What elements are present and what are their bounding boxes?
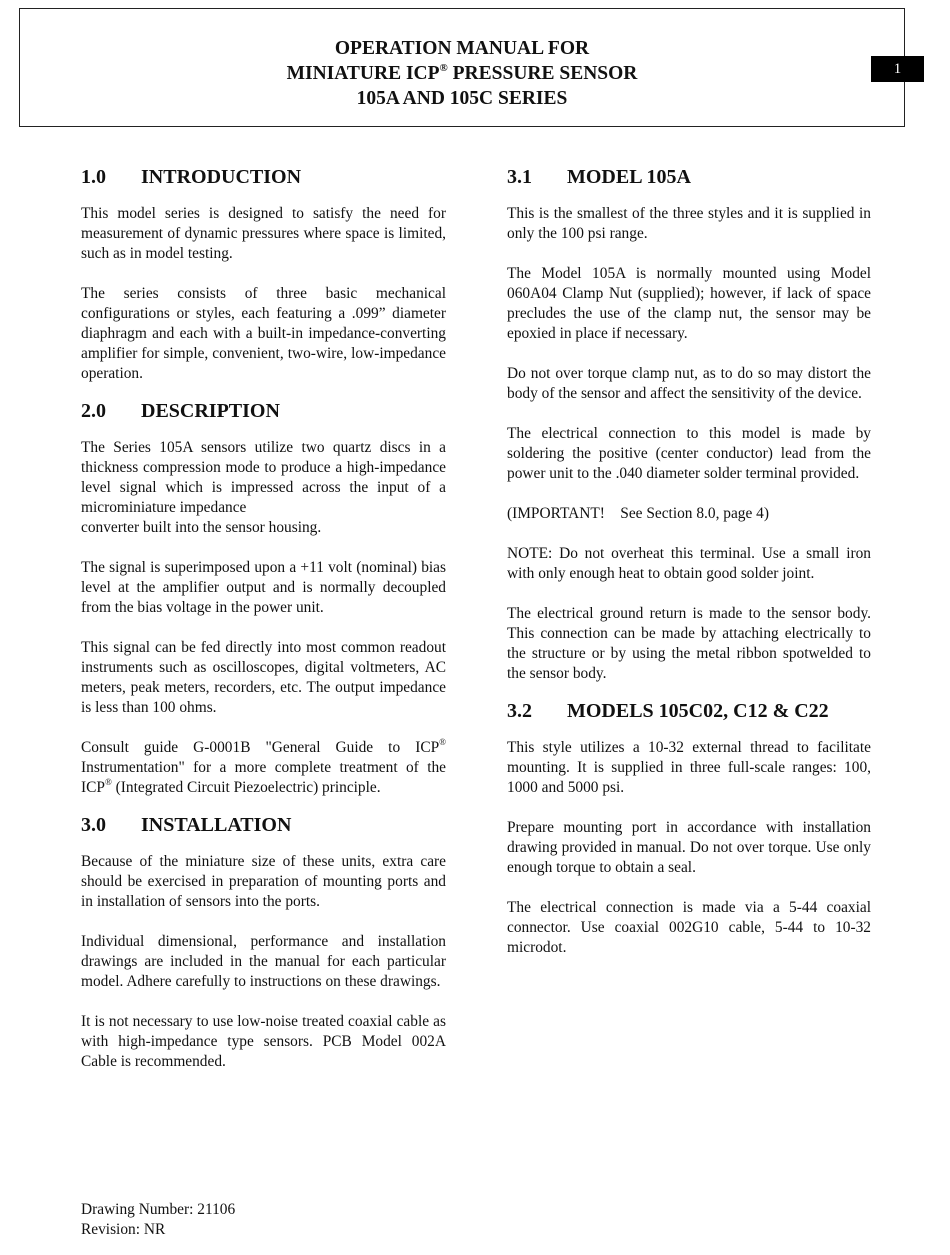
heading-models-105c: 3.2 MODELS 105C02, C12 & C22: [507, 700, 829, 722]
paragraph: Because of the miniature size of these units, extra care should be exercised in preparation of mounting ports and in installation of sensors into the ports.: [81, 853, 446, 910]
paragraph: It is not necessary to use low-noise treated coaxial cable as with high-impedance type sensors. PCB Model 002A Cable is recommended.: [81, 1013, 446, 1070]
footer: [81, 1200, 235, 1240]
paragraph: Prepare mounting port in accordance with installation drawing provided in manual. Do not over torque. Use only enough torque to obtain a seal.: [507, 819, 871, 876]
paragraph: The Model 105A is normally mounted using Model 060A04 Clamp Nut (supplied); however, if lack of space precludes the use of the clamp nut, the sensor may be epoxied in place if necessary.: [507, 265, 871, 342]
paragraph: This is the smallest of the three styles and it is supplied in only the 100 psi range.: [507, 205, 871, 242]
paragraph: Do not over torque clamp nut, as to do so may distort the body of the sensor and affect the sensitivity of the device.: [507, 365, 871, 402]
title-line-3: 105A AND 105C SERIES: [356, 88, 568, 109]
revision: Revision: NR: [81, 1221, 166, 1238]
paragraph: Consult guide G-0001B "General Guide to ICP® Instrumentation" for a more complete treatment of the ICP® (Integrated Circuit Piezoelectric) principle.: [81, 737, 446, 796]
title-box: [19, 8, 905, 127]
paragraph: The Series 105A sensors utilize two quartz discs in a thickness compression mode to produce a high-impedance level signal which is impressed across the input of a microminiature impedance: [81, 439, 446, 516]
title-line-1: OPERATION MANUAL FOR: [334, 38, 590, 59]
left-column: [81, 163, 446, 1072]
paragraph: (IMPORTANT! See Section 8.0, page 4): [507, 505, 770, 522]
paragraph: Individual dimensional, performance and installation drawings are included in the manual for each particular model. Adhere carefully to instructions on these drawings.: [81, 933, 446, 990]
paragraph: NOTE: Do not overheat this terminal. Use a small iron with only enough heat to obtain good solder joint.: [507, 545, 871, 582]
paragraph: This style utilizes a 10-32 external thread to facilitate mounting. It is supplied in three full-scale ranges: 100, 1000 and 5000 psi.: [507, 739, 871, 796]
page-number-tab: 1: [871, 56, 924, 82]
paragraph: The electrical ground return is made to the sensor body. This connection can be made by attaching electrically to the structure or by using the metal ribbon spotwelded to the sensor body.: [507, 605, 871, 682]
right-column: [507, 163, 871, 958]
registered-mark: ®: [439, 62, 448, 74]
paragraph: This signal can be fed directly into most common readout instruments such as oscilloscopes, digital voltmeters, AC meters, peak meters, recorders, etc. The output impedance is less than 100 ohms.: [81, 639, 446, 716]
paragraph: The signal is superimposed upon a +11 volt (nominal) bias level at the amplifier output and is normally decoupled from the bias voltage in the power unit.: [81, 559, 446, 616]
paragraph: The electrical connection is made via a 5-44 coaxial connector. Use coaxial 002G10 cable, 5-44 to 10-32 microdot.: [507, 899, 871, 956]
paragraph: The electrical connection to this model is made by soldering the positive (center conductor) lead from the power unit to the .040 diameter solder terminal provided.: [507, 425, 871, 482]
heading-model-105a: 3.1 MODEL 105A: [507, 166, 691, 188]
document-title: [20, 36, 904, 111]
heading-description: 2.0 DESCRIPTION: [81, 400, 280, 422]
title-line-2: MINIATURE ICP® PRESSURE SENSOR: [286, 62, 638, 84]
paragraph: This model series is designed to satisfy the need for measurement of dynamic pressures where space is limited, such as in model testing.: [81, 205, 446, 262]
paragraph: The series consists of three basic mechanical configurations or styles, each featuring a .099” diameter diaphragm and each with a built-in impedance-converting amplifier for simple, convenient, two-wire, low-impedance operation.: [81, 285, 446, 382]
drawing-number: Drawing Number: 21106: [81, 1201, 236, 1218]
heading-installation: 3.0 INSTALLATION: [81, 814, 292, 836]
heading-introduction: 1.0 INTRODUCTION: [81, 166, 302, 188]
paragraph: converter built into the sensor housing.: [81, 519, 322, 536]
